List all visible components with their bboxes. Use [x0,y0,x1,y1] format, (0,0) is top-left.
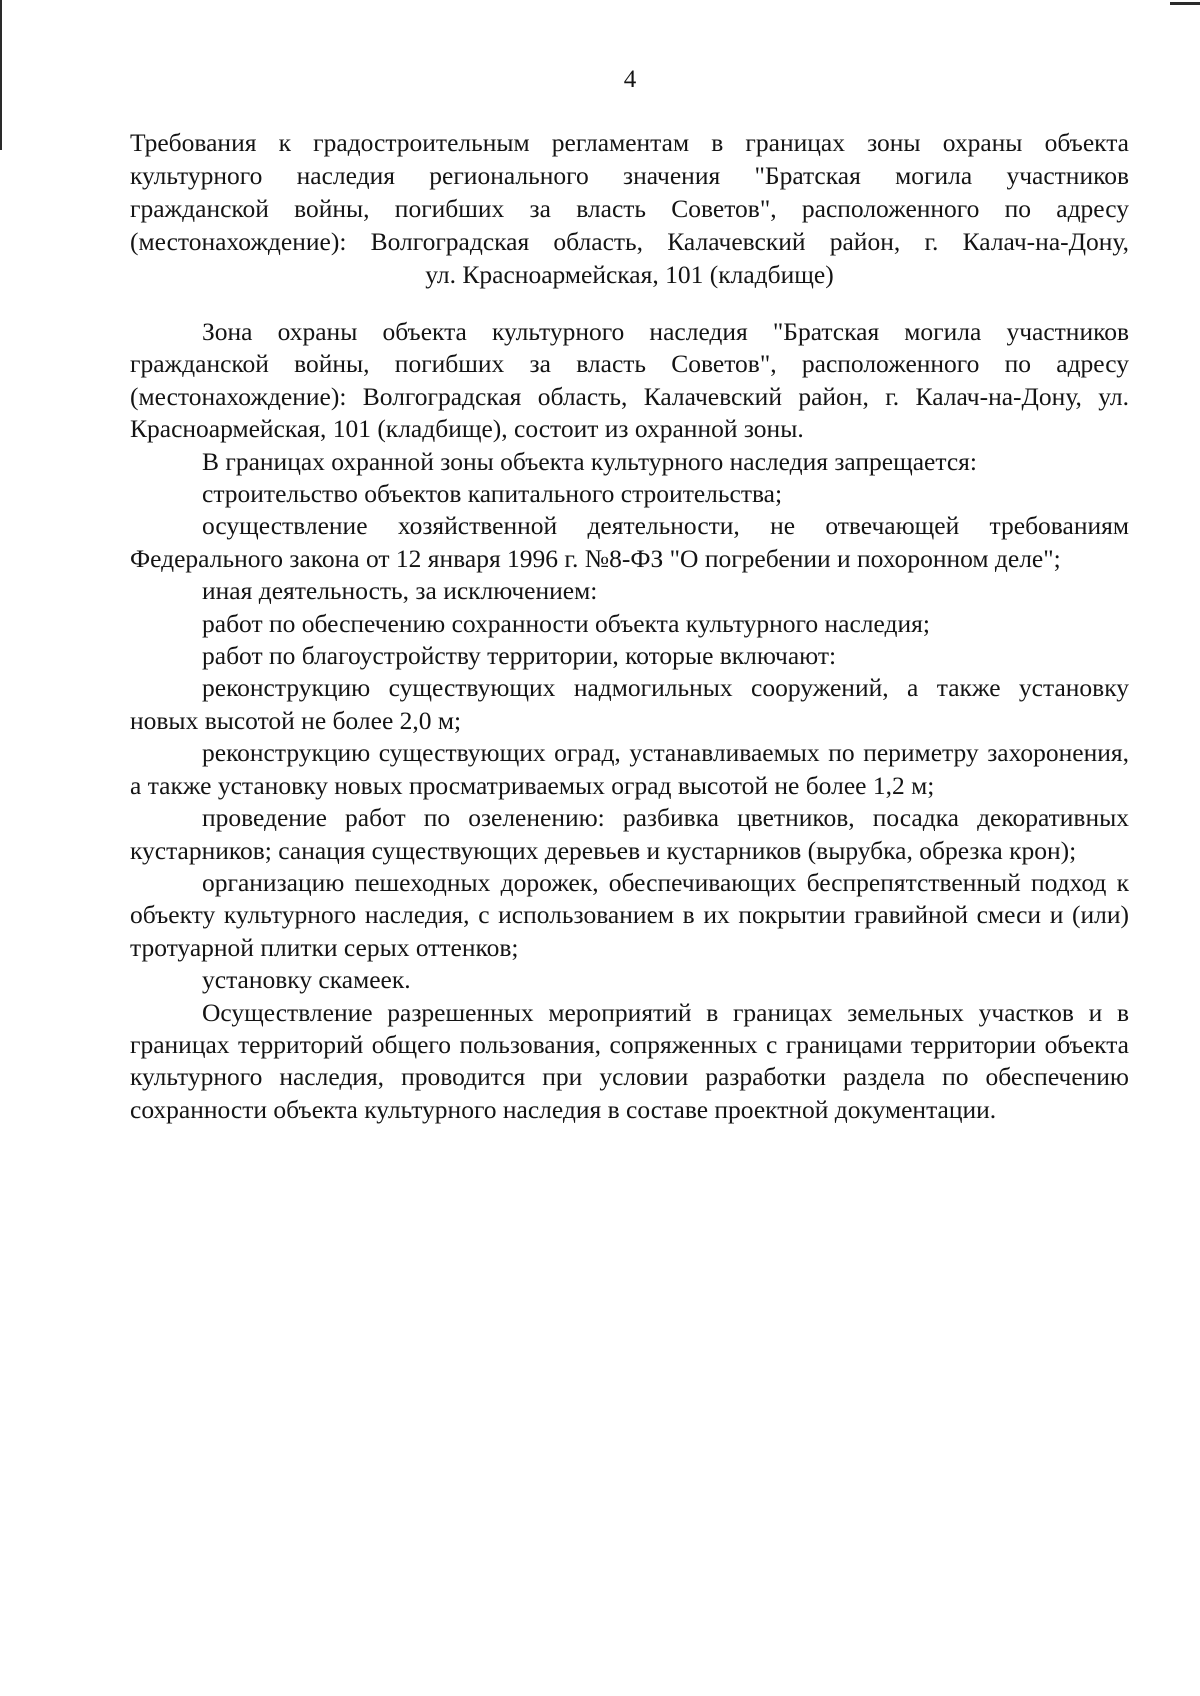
paragraph-preservation-works: работ по обеспечению сохранности объекта культурного наследия; [202,608,930,638]
paragraph-zone-composition: Зона охраны объекта культурного наследия "Братская могила участников гражданской войны, погибших за власть Советов", расположенного по адресу (местонахождение): Волгоградская область, Калачевский район, г. Калач-на-Дону, ул. Красноармейская, 101 (кладбище), состоит из охранной зоны. [130,317,1129,444]
document-body [130,316,1129,1126]
paragraph-landscaping-works: работ по благоустройству территории, которые включают: [202,641,837,671]
paragraph-greening: проведение работ по озеленению: разбивка цветников, посадка декоративных кустарников; санация существующих деревьев и кустарников (вырубка, обрезка крон); [130,803,1129,865]
paragraph-prohibitions-intro: В границах охранной зоны объекта культурного наследия запрещается: [202,446,977,476]
paragraph-fence-reconstruction: реконструкцию существующих оград, устанавливаемых по периметру захоронения, а также установку новых просматриваемых оград высотой не более 1,2 м; [130,738,1129,800]
heading-line: культурного наследия регионального значения "Братская могила участников [130,161,1129,190]
paragraph-permitted-measures: Осуществление разрешенных мероприятий в границах земельных участков и в границах территорий общего пользования, сопряженных с границами территории объекта культурного наследия, проводится при условии разработки раздела по обеспечению сохранности объекта культурного наследия в составе проектной документации. [130,997,1129,1124]
paragraph-economic-activity: осуществление хозяйственной деятельности, не отвечающей требованиям Федерального закона от 12 января 1996 г. №8-ФЗ "О погребении и похоронном деле"; [130,511,1129,573]
heading-line: гражданской войны, погибших за власть Советов", расположенного по адресу [130,194,1129,223]
paragraph-capital-construction: строительство объектов капитального строительства; [202,479,783,509]
paragraph-tombstone-reconstruction: реконструкцию существующих надмогильных сооружений, а также установку новых высотой не более 2,0 м; [130,673,1129,735]
heading-line: (местонахождение): Волгоградская область, Калачевский район, г. Калач-на-Дону, [130,227,1129,256]
paragraph-other-activity: иная деятельность, за исключением: [202,576,598,606]
page-number: 4 [623,66,637,93]
document-heading [130,126,1129,291]
scan-edge-corner [1170,2,1200,5]
heading-line: Требования к градостроительным регламентам в границах зоны охраны объекта [130,128,1129,157]
paragraph-footpaths: организацию пешеходных дорожек, обеспечивающих беспрепятственный подход к объекту культурного наследия, с использованием в их покрытии гравийной смеси и (или) тротуарной плитки серых оттенков; [130,867,1129,962]
heading-line-address: ул. Красноармейская, 101 (кладбище) [425,260,834,289]
paragraph-benches: установку скамеек. [202,965,411,995]
